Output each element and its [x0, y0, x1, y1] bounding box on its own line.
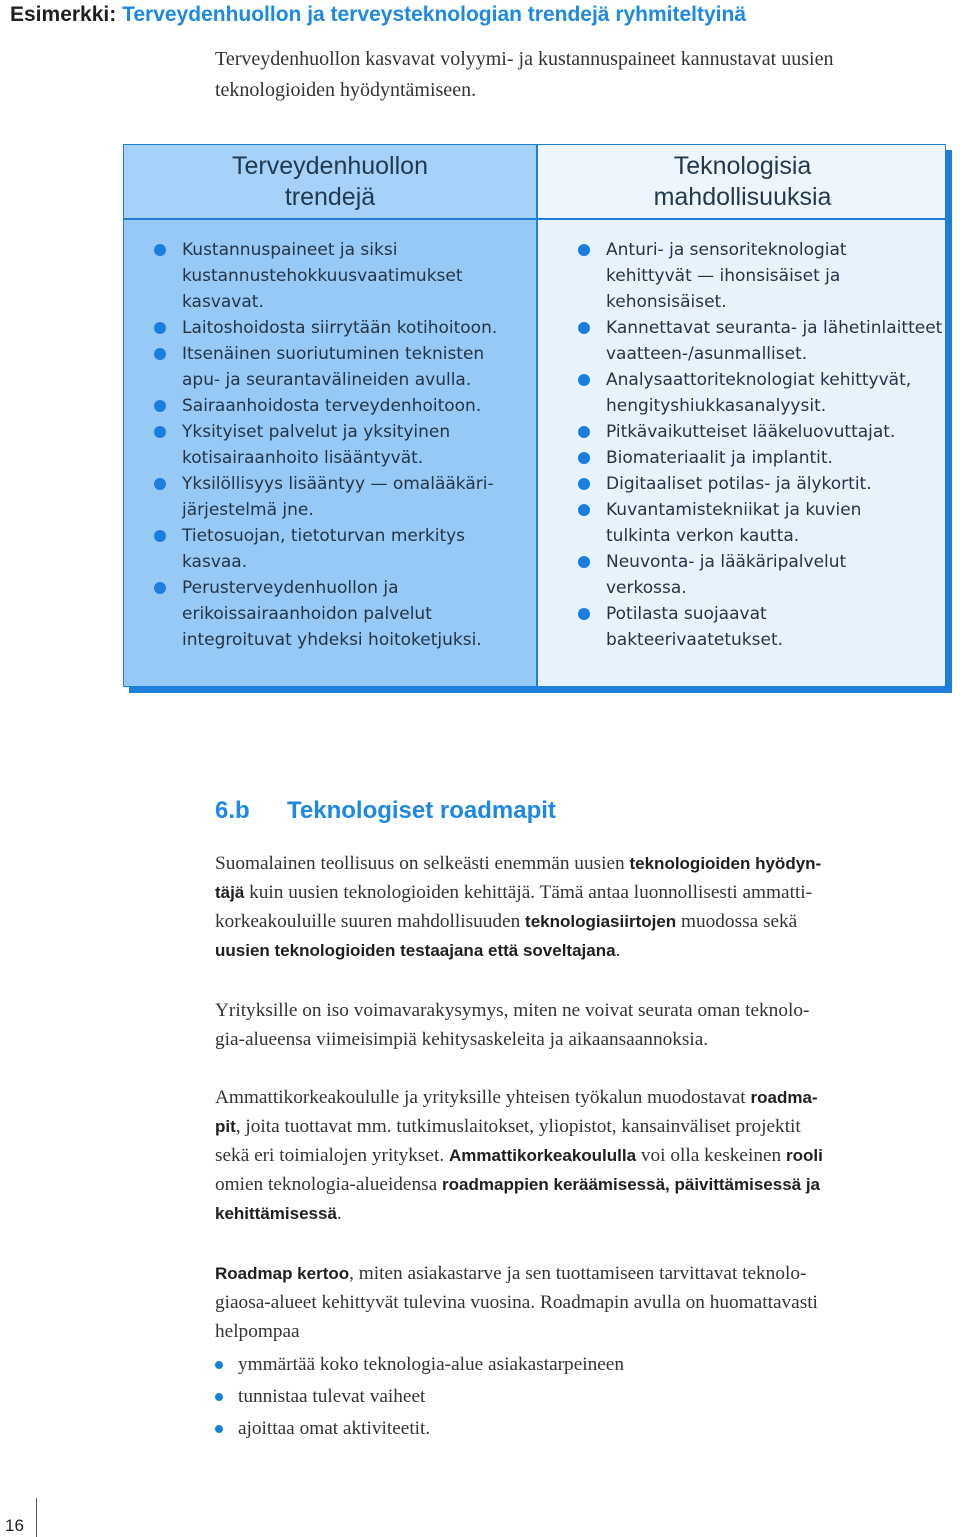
text-span: sekä eri toimialojen yritykset.	[215, 1145, 449, 1166]
emphasis: roadmappien keräämisessä, päivittämisessä ja	[442, 1175, 821, 1194]
list-item-line: kehittyvät — ihonsisäiset ja	[606, 266, 841, 286]
text-line	[215, 1170, 960, 1199]
list-item-line: Tietosuojan, tietoturvan merkitys kasvaa.	[182, 526, 466, 572]
technology-heading	[538, 145, 946, 220]
trends-column	[124, 145, 536, 686]
technology-heading-line: mahdollisuuksia	[653, 183, 832, 211]
bullet-icon	[578, 244, 590, 256]
list-item-line: Biomateriaalit ja implantit.	[606, 448, 833, 468]
list-item-line: Potilasta suojaavat	[606, 604, 767, 624]
section-title: Teknologiset roadmapit	[287, 797, 556, 824]
heading-label: Esimerkki:	[10, 3, 117, 26]
bullet-icon	[154, 348, 166, 360]
emphasis: kehittämisessä	[215, 1204, 337, 1223]
trends-list	[154, 237, 529, 653]
list-item	[578, 237, 943, 315]
text-line: Yrityksille on iso voimavarakysymys, miten ne voivat seurata oman teknolo-	[215, 1000, 810, 1021]
intro-text	[215, 44, 960, 106]
text-line	[215, 1259, 960, 1288]
page-number: 16	[5, 1516, 24, 1535]
list-item	[215, 1413, 915, 1445]
list-item	[215, 1381, 915, 1413]
bullet-icon	[154, 426, 166, 438]
list-item	[154, 237, 529, 315]
list-item	[578, 471, 943, 497]
intro-line: Terveydenhuollon kasvavat volyymi- ja kustannuspaineet kannustavat uusien	[215, 48, 834, 70]
list-item-line: kustannustehokkuusvaatimukset	[182, 266, 463, 286]
list-item-line: kotisairaanhoito lisääntyvät.	[182, 448, 424, 468]
text-line	[215, 1199, 960, 1228]
list-item-line: Anturi- ja sensoriteknologiat	[606, 240, 847, 260]
emphasis: roadma-	[750, 1088, 818, 1107]
bullet-icon	[154, 478, 166, 490]
bullet-icon	[578, 504, 590, 516]
bullet-icon	[578, 608, 590, 620]
list-item-line: Yksityiset palvelut ja yksityinen	[182, 422, 451, 442]
text-span: kuin uusien teknologioiden kehittäjä. Tämä antaa luonnollisesti ammatti-	[244, 882, 813, 903]
text-line	[215, 907, 960, 936]
text-span: Suomalainen teollisuus on selkeästi enemmän uusien	[215, 853, 630, 874]
bullet-icon	[154, 400, 166, 412]
list-item-line: Yksilöllisyys lisääntyy — omalääkäri-	[182, 474, 494, 494]
list-item	[578, 367, 943, 419]
emphasis: Ammattikorkeakoululla	[449, 1146, 637, 1165]
roadmap-benefits-list	[215, 1349, 915, 1445]
list-item-line: vaatteen-/asunmalliset.	[606, 344, 808, 364]
bullet-icon	[578, 322, 590, 334]
list-item	[215, 1349, 915, 1381]
emphasis: rooli	[786, 1146, 823, 1165]
list-item	[154, 471, 529, 523]
bullet-icon	[154, 244, 166, 256]
page-divider	[36, 1498, 37, 1537]
text-span: korkeakouluille suuren mahdollisuuden	[215, 911, 526, 932]
bullet-icon	[578, 374, 590, 386]
bullet-icon	[578, 556, 590, 568]
list-item	[154, 575, 529, 653]
bullet-icon	[578, 452, 590, 464]
text-span: .	[615, 940, 621, 961]
list-item	[154, 419, 529, 471]
list-item-line: Itsenäinen suoriutuminen teknisten	[182, 344, 485, 364]
bullet-icon	[154, 530, 166, 542]
list-item	[154, 315, 529, 341]
emphasis: teknologioiden hyödyn-	[629, 854, 822, 873]
text-line	[215, 849, 960, 878]
list-item-line: Kannettavat seuranta- ja lähetinlaitteet	[606, 318, 943, 338]
list-item-text: ajoittaa omat aktiviteetit.	[238, 1418, 431, 1439]
bullet-icon	[578, 478, 590, 490]
list-item-line: Sairaanhoidosta terveydenhoitoon.	[182, 396, 482, 416]
list-item-line: apu- ja seurantavälineiden avulla.	[182, 370, 472, 390]
section-number: 6.b	[215, 797, 250, 824]
text-span: omien teknologia-alueidensa	[215, 1174, 443, 1195]
list-item-line: Pitkävaikutteiset lääkeluovuttajat.	[606, 422, 896, 442]
technology-heading-line: Teknologisia	[673, 152, 812, 180]
list-item-line: Laitoshoidosta siirrytään kotihoitoon.	[182, 318, 498, 338]
list-item	[578, 445, 943, 471]
paragraph	[215, 996, 960, 1054]
emphasis: uusien teknologioiden testaajana että soveltajana	[215, 941, 616, 960]
emphasis: pit	[215, 1117, 236, 1136]
list-item-line: tulkinta verkon kautta.	[606, 526, 800, 546]
text-span: voi olla keskeinen	[636, 1145, 786, 1166]
emphasis: Roadmap kertoo	[215, 1264, 350, 1283]
intro-line: teknologioiden hyödyntämiseen.	[215, 79, 477, 101]
text-span: Ammattikorkeakoululle ja yrityksille yhteisen työkalun muodostavat	[215, 1087, 751, 1108]
list-item-line: Digitaaliset potilas- ja älykortit.	[606, 474, 872, 494]
bullet-icon	[215, 1425, 223, 1433]
text-line: gia-alueensa viimeisimpiä kehitysaskeleita ja aikaansaannoksia.	[215, 1029, 709, 1050]
heading-title: Terveydenhuollon ja terveysteknologian trendejä ryhmiteltyinä	[122, 3, 747, 26]
list-item-line: Kustannuspaineet ja siksi	[182, 240, 398, 260]
list-item-line: kehonsisäiset.	[606, 292, 727, 312]
technology-list	[578, 237, 943, 653]
list-item-text: ymmärtää koko teknologia-alue asiakastarpeineen	[238, 1354, 625, 1375]
bullet-icon	[154, 582, 166, 594]
page-heading	[10, 0, 746, 30]
list-item-line: integroituvat yhdeksi hoitoketjuksi.	[182, 630, 482, 650]
list-item	[578, 419, 943, 445]
emphasis: teknologiasiirtojen	[525, 912, 677, 931]
text-line	[215, 1083, 960, 1112]
trend-table	[123, 144, 946, 687]
text-span: , joita tuottavat mm. tutkimuslaitokset, yliopistot, kansainväliset projektit	[235, 1116, 801, 1137]
text-line	[215, 936, 960, 965]
list-item-line: Perusterveydenhuollon ja	[182, 578, 399, 598]
trends-heading-line: trendejä	[284, 183, 376, 211]
list-item-line: Neuvonta- ja lääkäripalvelut	[606, 552, 847, 572]
list-item-line: Kuvantamistekniikat ja kuvien	[606, 500, 862, 520]
list-item-line: järjestelmä jne.	[182, 500, 314, 520]
text-span: .	[336, 1203, 342, 1224]
text-line	[215, 1112, 960, 1141]
technology-column	[536, 145, 946, 686]
text-span: muodossa sekä	[676, 911, 798, 932]
list-item-line: bakteerivaatetukset.	[606, 630, 784, 650]
text-span: , miten asiakastarve ja sen tuottamiseen tarvittavat teknolo-	[349, 1263, 807, 1284]
list-item	[154, 523, 529, 575]
paragraph	[215, 1083, 960, 1228]
paragraph	[215, 849, 960, 965]
text-line	[215, 1141, 960, 1170]
list-item-line: verkossa.	[606, 578, 687, 598]
text-line: helpompaa	[215, 1321, 300, 1342]
list-item	[578, 315, 943, 367]
bullet-icon	[215, 1361, 223, 1369]
trends-heading-line: Terveydenhuollon	[232, 152, 428, 180]
list-item	[578, 549, 943, 601]
list-item	[154, 341, 529, 393]
paragraph	[215, 1259, 960, 1346]
list-item	[154, 393, 529, 419]
list-item-line: hengityshiukkasanalyysit.	[606, 396, 827, 416]
bullet-icon	[578, 426, 590, 438]
emphasis: täjä	[215, 883, 245, 902]
list-item-line: Analysaattoriteknologiat kehittyvät,	[606, 370, 912, 390]
list-item-line: erikoissairaanhoidon palvelut	[182, 604, 432, 624]
list-item	[578, 601, 943, 653]
text-line	[215, 878, 960, 907]
list-item-text: tunnistaa tulevat vaiheet	[238, 1386, 426, 1407]
bullet-icon	[215, 1393, 223, 1401]
list-item-line: kasvavat.	[182, 292, 264, 312]
trends-heading	[124, 145, 536, 220]
bullet-icon	[154, 322, 166, 334]
text-line: giaosa-alueet kehittyvät tulevina vuosina. Roadmapin avulla on huomattavasti	[215, 1292, 818, 1313]
list-item	[578, 497, 943, 549]
